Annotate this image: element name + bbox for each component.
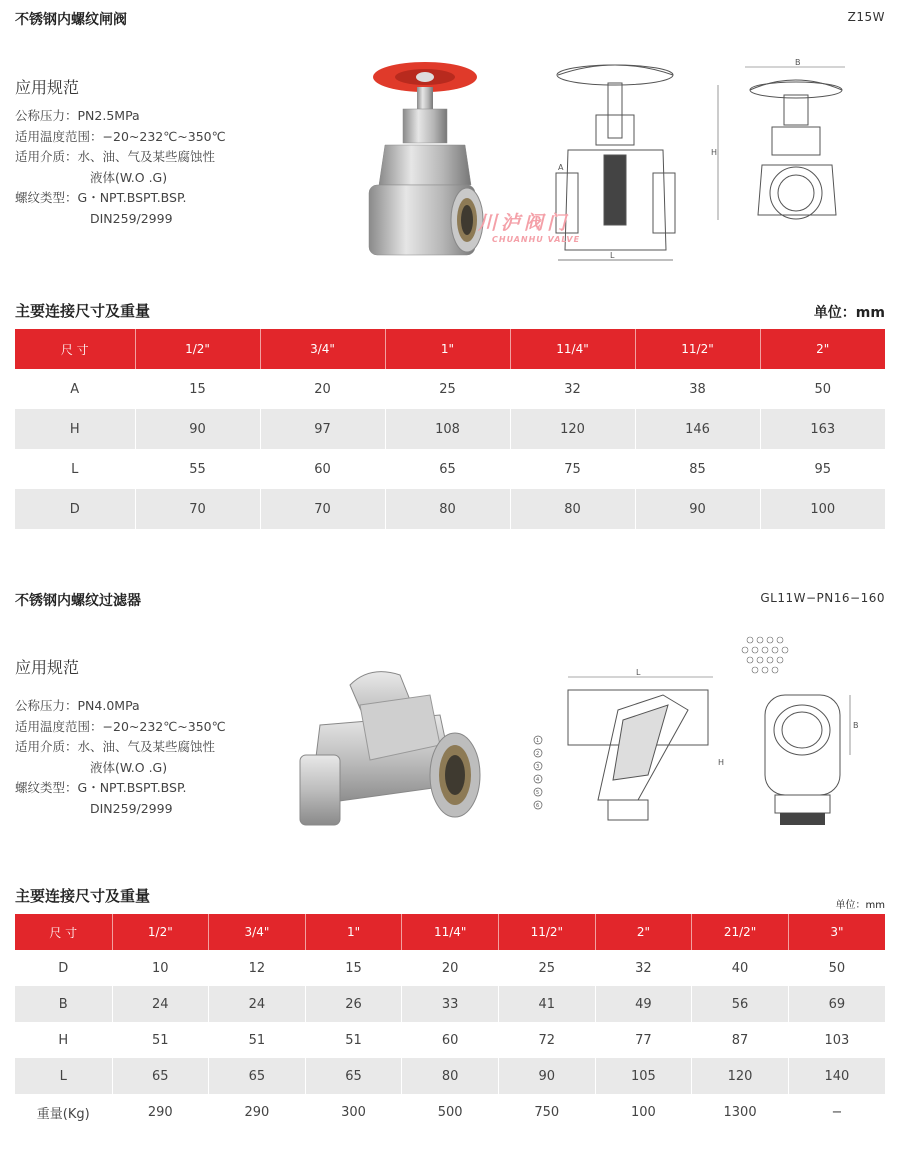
gate-valve-outline-drawing [710, 55, 860, 225]
dim-a-label: A [558, 163, 564, 172]
dim-h-label: H [711, 148, 718, 157]
gate-valve-photo [355, 55, 490, 275]
header-cell: 3/4" [209, 914, 306, 950]
gate-valve-spec-heading: 应用规范 [15, 78, 80, 97]
header-cell: 3" [788, 914, 885, 950]
header-cell: 1/2" [135, 329, 260, 369]
spec-row: 公称压力： PN4.0MPa [15, 698, 140, 713]
spec-row: DIN259/2999 [90, 210, 173, 226]
header-cell: 21/2" [692, 914, 789, 950]
spec-row: 螺纹类型： G・NPT.BSPT.BSP. [15, 780, 187, 795]
callout-6: 6 [536, 803, 540, 809]
header-cell: 11/2" [499, 914, 596, 950]
strainer-spec-heading: 应用规范 [15, 658, 80, 677]
gate-valve-title: 不锈钢内螺纹闸阀 [15, 12, 127, 28]
watermark [478, 208, 580, 244]
strainer-dim-b-label: B [853, 721, 859, 730]
strainer-outline-drawing [720, 620, 870, 840]
header-cell: 2" [760, 329, 885, 369]
table-row: L 65 65 65 80 90 105 120 140 [15, 1058, 885, 1094]
header-cell: 1" [305, 914, 402, 950]
table-row: A 15 20 25 32 38 50 [15, 369, 885, 409]
gate-valve-model: Z15W [847, 10, 885, 24]
spec-row: 适用温度范围： −20~232℃~350℃ [15, 128, 226, 144]
table-row: H 51 51 51 60 72 77 87 103 [15, 1022, 885, 1058]
table-row: D 10 12 15 20 25 32 40 50 [15, 950, 885, 986]
spec-row: 螺纹类型： G・NPT.BSPT.BSP. [15, 190, 187, 205]
header-cell: 尺 寸 [15, 914, 112, 950]
strainer-dimension-table [15, 914, 885, 1130]
strainer-spec-list [15, 696, 226, 819]
callout-2: 2 [536, 751, 540, 757]
table-row: D 70 70 80 80 90 100 [15, 489, 885, 529]
watermark-text: 川泸阀门 [478, 212, 571, 234]
strainer-table-heading: 主要连接尺寸及重量 [15, 887, 151, 905]
dim-b-label: B [795, 58, 801, 67]
table-row: L 55 60 65 75 85 95 [15, 449, 885, 489]
strainer-photo [290, 665, 490, 845]
header-cell: 3/4" [260, 329, 385, 369]
table-row: 重量(Kg) 290 290 300 500 750 100 1300 − [15, 1094, 885, 1130]
strainer-unit: 单位：mm [835, 900, 885, 911]
table-header-row [15, 329, 885, 369]
header-cell: 1/2" [112, 914, 209, 950]
gate-valve-dimension-table [15, 329, 885, 529]
callout-1: 1 [536, 738, 540, 744]
strainer-section-drawing [528, 665, 728, 835]
header-cell: 11/4" [402, 914, 499, 950]
strainer-title: 不锈钢内螺纹过滤器 [15, 593, 141, 609]
strainer-section [0, 580, 900, 1154]
callout-5: 5 [536, 790, 540, 796]
spec-row: 适用介质： 水、油、气及某些腐蚀性 [15, 149, 216, 164]
gate-valve-table-heading: 主要连接尺寸及重量 [15, 302, 151, 320]
gate-valve-unit: 单位：mm [813, 305, 885, 321]
header-cell: 1" [385, 329, 510, 369]
spec-row: 适用温度范围： −20~232℃~350℃ [15, 718, 226, 734]
gate-valve-section [0, 0, 900, 540]
spec-row: 液体(W.O .G) [90, 759, 168, 775]
watermark-subtext: CHUANHU VALVE [492, 235, 581, 244]
strainer-model: GL11W−PN16−160 [760, 591, 885, 605]
header-cell: 2" [595, 914, 692, 950]
strainer-dim-h-label: H [718, 758, 725, 767]
strainer-dim-l-label: L [636, 668, 641, 677]
table-header-row [15, 914, 885, 950]
header-cell: 尺 寸 [15, 329, 135, 369]
callout-3: 3 [536, 764, 540, 770]
header-cell: 11/4" [510, 329, 635, 369]
gate-valve-spec-list [15, 106, 226, 229]
spec-row: DIN259/2999 [90, 800, 173, 816]
table-row: H 90 97 108 120 146 163 [15, 409, 885, 449]
dim-l-label: L [610, 251, 615, 260]
table-row: B 24 24 26 33 41 49 56 69 [15, 986, 885, 1022]
header-cell: 11/2" [635, 329, 760, 369]
callout-4: 4 [536, 777, 540, 783]
spec-row: 适用介质： 水、油、气及某些腐蚀性 [15, 739, 216, 754]
spec-row: 液体(W.O .G) [90, 169, 168, 185]
spec-row: 公称压力： PN2.5MPa [15, 108, 140, 123]
